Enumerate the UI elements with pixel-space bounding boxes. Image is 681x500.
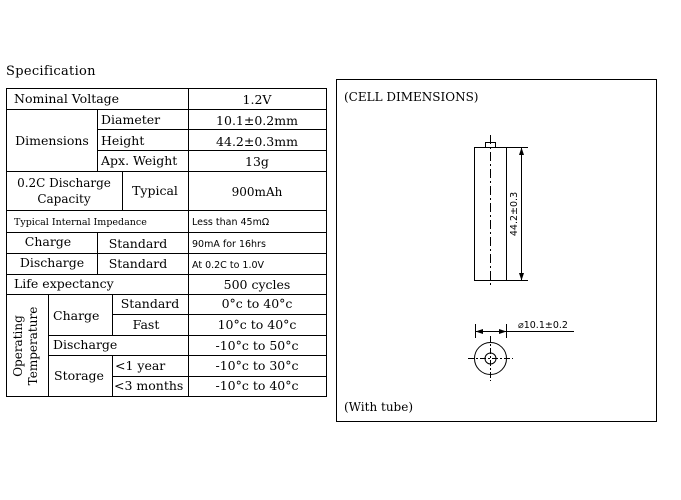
life-expectancy-value: 500 cycles bbox=[223, 277, 291, 292]
discharge-sub-label: Standard bbox=[108, 256, 168, 271]
weight-label: Apx. Weight bbox=[101, 153, 178, 168]
diameter-value: 10.1±0.2mm bbox=[216, 113, 298, 128]
life-expectancy-label: Life expectancy bbox=[14, 276, 114, 291]
capacity-sub-label: Typical bbox=[132, 183, 178, 198]
height-dimension-label: 44.2±0.3 bbox=[509, 191, 520, 237]
op-discharge-label: Discharge bbox=[53, 337, 118, 352]
cell-dimensions-header: (CELL DIMENSIONS) bbox=[344, 90, 479, 104]
discharge-value: At 0.2C to 1.0V bbox=[192, 260, 265, 271]
nominal-voltage-label: Nominal Voltage bbox=[14, 91, 120, 106]
diameter-label: Diameter bbox=[101, 112, 161, 127]
capacity-label-line1: 0.2C Discharge bbox=[17, 176, 111, 190]
op-charge-standard-value: 0°c to 40°c bbox=[221, 296, 293, 311]
charge-label: Charge bbox=[24, 234, 72, 249]
op-charge-fast-value: 10°c to 40°c bbox=[217, 317, 297, 332]
impedance-value: Less than 45mΩ bbox=[192, 217, 270, 228]
height-label: Height bbox=[101, 133, 145, 148]
specification-title: Specification bbox=[6, 64, 96, 79]
op-storage-label: Storage bbox=[54, 368, 104, 383]
dimensions-label: Dimensions bbox=[15, 133, 89, 148]
impedance-label: Typical Internal Impedance bbox=[14, 217, 147, 228]
op-charge-fast-label: Fast bbox=[132, 317, 160, 332]
op-discharge-value: -10°c to 50°c bbox=[215, 338, 299, 353]
with-tube-note: (With tube) bbox=[344, 400, 414, 414]
op-storage-1y-label: <1 year bbox=[115, 358, 166, 373]
nominal-voltage-value: 1.2V bbox=[242, 92, 272, 107]
op-storage-3m-value: -10°c to 40°c bbox=[215, 378, 299, 393]
op-storage-1y-value: -10°c to 30°c bbox=[215, 358, 299, 373]
height-value: 44.2±0.3mm bbox=[216, 134, 298, 149]
op-charge-label: Charge bbox=[53, 308, 100, 323]
operating-temp-label-line2: Temperature bbox=[26, 306, 40, 386]
discharge-label: Discharge bbox=[19, 255, 85, 270]
op-storage-3m-label: <3 months bbox=[114, 378, 184, 393]
diameter-dimension-label: ⌀10.1±0.2 bbox=[518, 320, 568, 331]
charge-value: 90mA for 16hrs bbox=[192, 239, 266, 250]
capacity-label-line2: Capacity bbox=[37, 192, 91, 206]
op-charge-standard-label: Standard bbox=[120, 296, 180, 311]
operating-temp-label-line1: Operating bbox=[11, 315, 25, 377]
capacity-value: 900mAh bbox=[231, 185, 283, 199]
charge-sub-label: Standard bbox=[108, 236, 168, 251]
weight-value: 13g bbox=[245, 154, 269, 169]
